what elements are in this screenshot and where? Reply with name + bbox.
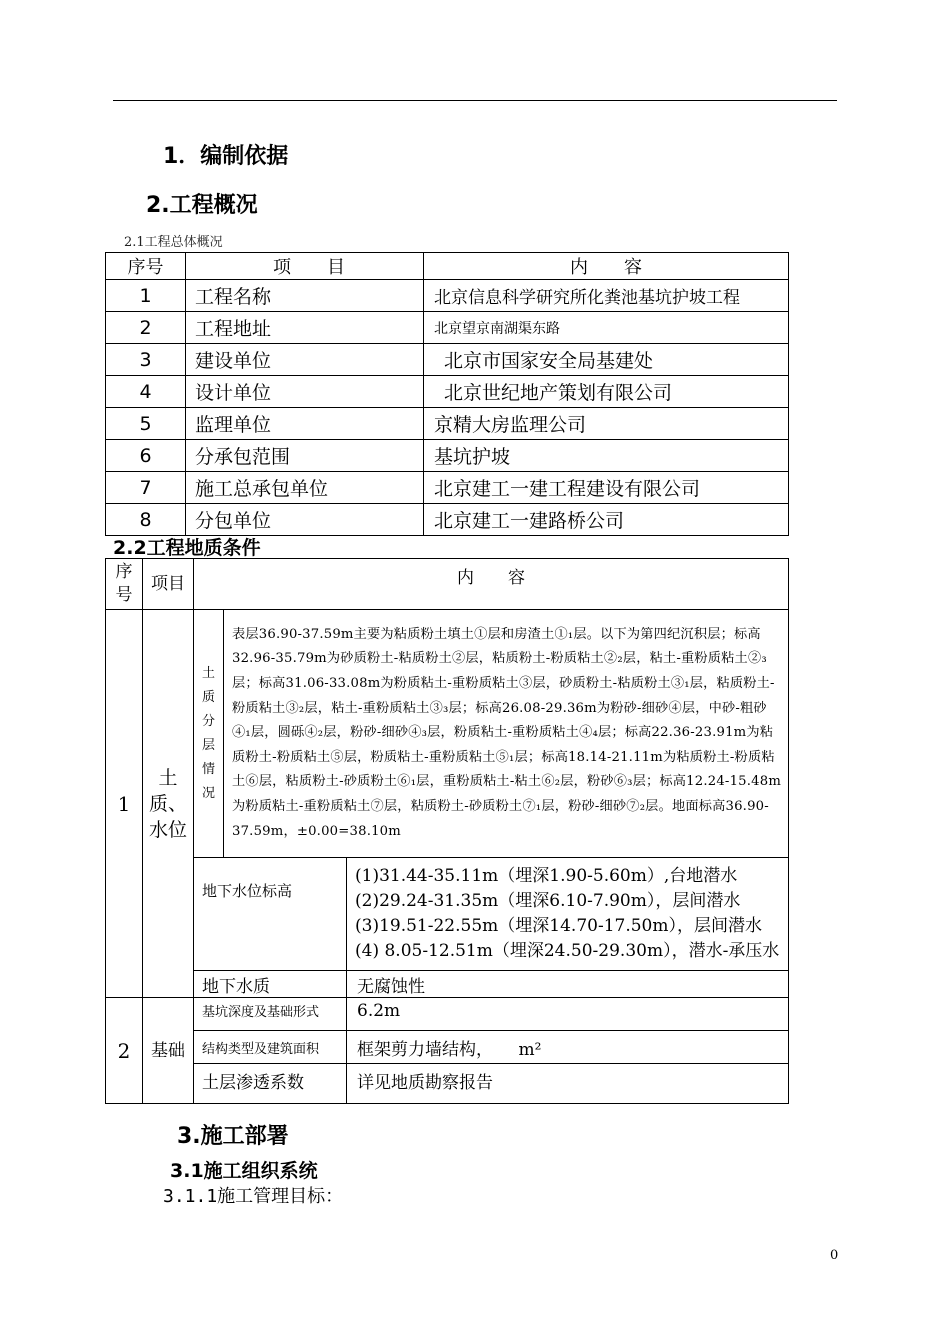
water-level-line: (4) 8.05-12.51m（埋深24.50-29.30m），潜水-承压水 <box>355 941 780 961</box>
table-row <box>106 280 789 312</box>
table-header-row <box>106 253 789 280</box>
row-content: 基坑护坡 <box>424 440 789 472</box>
overview-table <box>105 252 789 536</box>
structure-type-value: 框架剪力墙结构， m² <box>347 1031 789 1064</box>
section-2-2-title: 2.2工程地质条件 <box>113 537 261 559</box>
header-item: 项目 <box>143 559 194 610</box>
water-level-line: (3)19.51-22.55m（埋深14.70-17.50m），层间潜水 <box>355 916 762 936</box>
structure-row <box>106 1031 789 1064</box>
header-no: 序号 <box>106 253 186 280</box>
header-no: 序号 <box>106 559 143 610</box>
section-2-1-title: 2.1工程总体概况 <box>124 235 223 250</box>
section-3-1-1-title: 3.1.1施工管理目标： <box>163 1186 344 1207</box>
water-level-values <box>347 858 789 971</box>
row-no: 4 <box>106 376 186 408</box>
water-level-line: (1)31.44-35.11m（埋深1.90-5.60m）,台地潜水 <box>355 866 738 886</box>
geology-header-row <box>106 559 789 610</box>
header-content: 内 容 <box>424 253 789 280</box>
table-row <box>106 408 789 440</box>
table-row <box>106 376 789 408</box>
row-content: 北京望京南湖渠东路 <box>424 312 789 344</box>
foundation-depth-label: 基坑深度及基础形式 <box>194 998 347 1031</box>
row-item: 建设单位 <box>186 344 424 376</box>
structure-type-label: 结构类型及建筑面积 <box>194 1031 347 1064</box>
page-number: 0 <box>830 1248 839 1263</box>
header-rule <box>113 100 837 101</box>
heading-1: 1．编制依据 <box>163 144 289 169</box>
group-1-no: 1 <box>106 610 143 998</box>
water-quality-value: 无腐蚀性 <box>347 971 789 998</box>
row-no: 3 <box>106 344 186 376</box>
row-no: 2 <box>106 312 186 344</box>
water-level-row <box>106 858 789 971</box>
row-item: 分承包范围 <box>186 440 424 472</box>
permeability-row <box>106 1064 789 1104</box>
water-quality-row <box>106 971 789 998</box>
water-level-label: 地下水位标高 <box>194 858 347 971</box>
row-item: 工程地址 <box>186 312 424 344</box>
row-no: 1 <box>106 280 186 312</box>
foundation-row <box>106 998 789 1031</box>
header-content: 内 容 <box>194 559 789 610</box>
water-quality-label: 地下水质 <box>194 971 347 998</box>
table-row <box>106 312 789 344</box>
heading-3: 3.施工部署 <box>177 1124 289 1149</box>
row-content: 北京市国家安全局基建处 <box>424 344 789 376</box>
geology-table <box>105 558 789 1104</box>
row-no: 8 <box>106 504 186 536</box>
soil-layer-text: 表层36.90-37.59m主要为粘质粉土填土①层和房渣土①₁层。以下为第四纪沉积层；标高32.96-35.79m为砂质粉土-粘质粉土②层，粘质粉土-粉质粘土②₂层，粘土-重粉质粘土②₃层；标高31.06-33.08m为粉质粘土-重粉质粘土③层，砂质粉土-粘质粉土③₁层，粘质粉土-粉质粘土③₂层，粘土-重粉质粘土③₃层；标高26.08-29.36m为粉砂-细砂④层，中砂-粗砂④₁层，圆砾④₂层，粉砂-细砂④₃层，粉质粘土-重粉质粘土④₄层；标高22.36-23.91m为粘质粉土-粉质粘土⑤层，粉质粘土-重粉质粘土⑤₁层；标高18.14-21.11m为粘质粉土-粉质粘土⑥层，粘质粉土-砂质粉土⑥₁层，重粉质粘土-粘土⑥₂层，粉砂⑥₃层；标高12.24-15.48m为粉质粘土-重粉质粘土⑦层，粘质粉土-砂质粉土⑦₁层，粉砂-细砂⑦₂层。地面标高36.90-37.59m，±0.00=38.10m <box>224 610 789 858</box>
row-content: 北京建工一建路桥公司 <box>424 504 789 536</box>
heading-2: 2.工程概况 <box>146 193 258 218</box>
soil-row <box>106 610 789 858</box>
row-content: 北京建工一建工程建设有限公司 <box>424 472 789 504</box>
row-content: 北京信息科学研究所化粪池基坑护坡工程 <box>424 280 789 312</box>
row-item: 设计单位 <box>186 376 424 408</box>
table-row <box>106 504 789 536</box>
foundation-depth-value: 6.2m <box>347 998 789 1031</box>
row-item: 监理单位 <box>186 408 424 440</box>
row-item: 分包单位 <box>186 504 424 536</box>
section-3-1-title: 3.1施工组织系统 <box>170 1160 318 1182</box>
group-2-label: 基础 <box>143 998 194 1104</box>
row-no: 5 <box>106 408 186 440</box>
table-row <box>106 472 789 504</box>
group-1-label: 土质、水位 <box>143 610 194 998</box>
header-item: 项 目 <box>186 253 424 280</box>
water-level-line: (2)29.24-31.35m（埋深6.10-7.90m），层间潜水 <box>355 891 741 911</box>
table-row <box>106 440 789 472</box>
row-no: 6 <box>106 440 186 472</box>
soil-layer-label: 土质分层情况 <box>194 610 224 858</box>
row-content: 京精大房监理公司 <box>424 408 789 440</box>
group-2-no: 2 <box>106 998 143 1104</box>
row-item: 施工总承包单位 <box>186 472 424 504</box>
row-content: 北京世纪地产策划有限公司 <box>424 376 789 408</box>
permeability-label: 土层渗透系数 <box>194 1064 347 1104</box>
table-row <box>106 344 789 376</box>
permeability-value: 详见地质勘察报告 <box>347 1064 789 1104</box>
row-no: 7 <box>106 472 186 504</box>
row-item: 工程名称 <box>186 280 424 312</box>
